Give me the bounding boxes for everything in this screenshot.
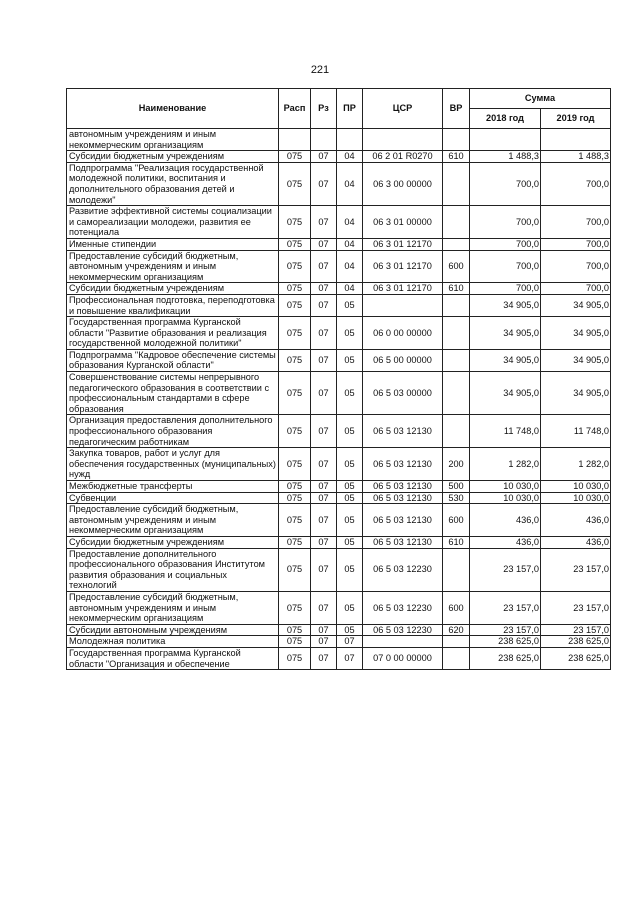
row-rasp: 075 bbox=[279, 162, 311, 205]
row-name: Субвенции bbox=[67, 492, 279, 504]
row-vr bbox=[443, 636, 470, 648]
row-csr: 06 3 01 12170 bbox=[363, 238, 443, 250]
row-csr: 06 5 03 12230 bbox=[363, 548, 443, 591]
row-csr: 06 5 03 00000 bbox=[363, 372, 443, 415]
row-amount-2019: 700,0 bbox=[541, 250, 611, 283]
page-number: 221 bbox=[310, 64, 330, 76]
row-rasp: 075 bbox=[279, 448, 311, 481]
row-amount-2018: 34 905,0 bbox=[470, 294, 541, 316]
header-rasp: Расп bbox=[279, 89, 311, 129]
header-sum: Сумма bbox=[470, 89, 611, 109]
row-amount-2018: 700,0 bbox=[470, 162, 541, 205]
row-amount-2018 bbox=[470, 129, 541, 151]
row-rasp: 075 bbox=[279, 317, 311, 350]
row-amount-2018: 11 748,0 bbox=[470, 415, 541, 448]
row-amount-2019: 23 157,0 bbox=[541, 548, 611, 591]
table-row bbox=[67, 548, 611, 591]
row-rasp: 075 bbox=[279, 536, 311, 548]
row-rasp: 075 bbox=[279, 206, 311, 239]
table-body bbox=[67, 129, 611, 670]
row-csr bbox=[363, 129, 443, 151]
table-row bbox=[67, 162, 611, 205]
row-pr: 05 bbox=[337, 492, 363, 504]
row-amount-2019: 23 157,0 bbox=[541, 624, 611, 636]
row-csr: 06 5 03 12130 bbox=[363, 415, 443, 448]
row-amount-2019: 1 282,0 bbox=[541, 448, 611, 481]
row-rasp: 075 bbox=[279, 372, 311, 415]
table-row bbox=[67, 504, 611, 537]
table-row bbox=[67, 536, 611, 548]
row-vr bbox=[443, 372, 470, 415]
row-csr: 06 5 03 12130 bbox=[363, 536, 443, 548]
header-name: Наименование bbox=[67, 89, 279, 129]
row-pr: 05 bbox=[337, 317, 363, 350]
row-name: Субсидии автономным учреждениям bbox=[67, 624, 279, 636]
row-vr bbox=[443, 548, 470, 591]
row-rz bbox=[311, 129, 337, 151]
row-rz: 07 bbox=[311, 591, 337, 624]
row-vr: 610 bbox=[443, 151, 470, 163]
row-rasp: 075 bbox=[279, 349, 311, 371]
row-name: Субсидии бюджетным учреждениям bbox=[67, 151, 279, 163]
row-pr: 05 bbox=[337, 415, 363, 448]
row-vr bbox=[443, 162, 470, 205]
row-amount-2018: 23 157,0 bbox=[470, 624, 541, 636]
table-row bbox=[67, 349, 611, 371]
row-rasp: 075 bbox=[279, 624, 311, 636]
row-rasp: 075 bbox=[279, 636, 311, 648]
row-amount-2019: 436,0 bbox=[541, 536, 611, 548]
row-vr: 530 bbox=[443, 492, 470, 504]
row-rasp: 075 bbox=[279, 492, 311, 504]
row-vr: 600 bbox=[443, 591, 470, 624]
row-vr: 600 bbox=[443, 504, 470, 537]
table-row bbox=[67, 317, 611, 350]
row-pr: 04 bbox=[337, 151, 363, 163]
header-rz: Рз bbox=[311, 89, 337, 129]
row-csr: 06 5 03 12130 bbox=[363, 481, 443, 493]
row-name: Подпрограмма "Реализация государственной молодежной политики, воспитания и дополнительного образования детей и молодежи" bbox=[67, 162, 279, 205]
row-amount-2019: 34 905,0 bbox=[541, 372, 611, 415]
row-name: Предоставление субсидий бюджетным, автономным учреждениям и иным некоммерческим организациям bbox=[67, 504, 279, 537]
row-amount-2018: 436,0 bbox=[470, 504, 541, 537]
row-csr bbox=[363, 636, 443, 648]
row-vr: 200 bbox=[443, 448, 470, 481]
row-vr bbox=[443, 647, 470, 669]
row-rz: 07 bbox=[311, 283, 337, 295]
row-name: Организация предоставления дополнительного профессионального образования педагогическим работникам bbox=[67, 415, 279, 448]
row-pr: 05 bbox=[337, 548, 363, 591]
row-name: Молодежная политика bbox=[67, 636, 279, 648]
row-amount-2019: 10 030,0 bbox=[541, 492, 611, 504]
row-rz: 07 bbox=[311, 151, 337, 163]
table-row bbox=[67, 238, 611, 250]
row-rz: 07 bbox=[311, 349, 337, 371]
row-rasp: 075 bbox=[279, 415, 311, 448]
row-csr: 06 5 03 12130 bbox=[363, 504, 443, 537]
table-row bbox=[67, 591, 611, 624]
table-row bbox=[67, 206, 611, 239]
table-header bbox=[67, 89, 611, 129]
row-vr bbox=[443, 294, 470, 316]
row-csr: 06 3 00 00000 bbox=[363, 162, 443, 205]
row-pr bbox=[337, 129, 363, 151]
row-amount-2019: 238 625,0 bbox=[541, 636, 611, 648]
row-amount-2018: 436,0 bbox=[470, 536, 541, 548]
header-vr: ВР bbox=[443, 89, 470, 129]
row-vr: 620 bbox=[443, 624, 470, 636]
row-rasp: 075 bbox=[279, 591, 311, 624]
row-rasp bbox=[279, 129, 311, 151]
header-csr: ЦСР bbox=[363, 89, 443, 129]
table-row bbox=[67, 448, 611, 481]
row-amount-2019: 34 905,0 bbox=[541, 349, 611, 371]
table-row bbox=[67, 372, 611, 415]
row-pr: 05 bbox=[337, 536, 363, 548]
row-amount-2018: 238 625,0 bbox=[470, 647, 541, 669]
row-vr bbox=[443, 129, 470, 151]
row-pr: 04 bbox=[337, 206, 363, 239]
row-csr bbox=[363, 294, 443, 316]
row-pr: 07 bbox=[337, 636, 363, 648]
row-rz: 07 bbox=[311, 536, 337, 548]
table-row bbox=[67, 492, 611, 504]
row-pr: 05 bbox=[337, 372, 363, 415]
row-csr: 06 3 01 00000 bbox=[363, 206, 443, 239]
row-csr: 06 5 03 12130 bbox=[363, 448, 443, 481]
row-name: Совершенствование системы непрерывного педагогического образования в соответствии с профессиональным стандартами в сфере образования bbox=[67, 372, 279, 415]
row-amount-2019: 10 030,0 bbox=[541, 481, 611, 493]
row-csr: 06 5 03 12230 bbox=[363, 591, 443, 624]
row-rz: 07 bbox=[311, 415, 337, 448]
table-row bbox=[67, 129, 611, 151]
row-rz: 07 bbox=[311, 481, 337, 493]
row-rasp: 075 bbox=[279, 151, 311, 163]
row-rz: 07 bbox=[311, 317, 337, 350]
row-vr bbox=[443, 415, 470, 448]
table-row bbox=[67, 294, 611, 316]
row-pr: 04 bbox=[337, 238, 363, 250]
row-amount-2018: 1 488,3 bbox=[470, 151, 541, 163]
row-amount-2019: 1 488,3 bbox=[541, 151, 611, 163]
row-rasp: 075 bbox=[279, 548, 311, 591]
row-rz: 07 bbox=[311, 624, 337, 636]
row-rz: 07 bbox=[311, 372, 337, 415]
table-row bbox=[67, 481, 611, 493]
table-row bbox=[67, 283, 611, 295]
row-name: Межбюджетные трансферты bbox=[67, 481, 279, 493]
row-name: автономным учреждениям и иным некоммерческим организациям bbox=[67, 129, 279, 151]
row-rasp: 075 bbox=[279, 283, 311, 295]
row-csr: 06 5 00 00000 bbox=[363, 349, 443, 371]
row-pr: 05 bbox=[337, 624, 363, 636]
row-pr: 05 bbox=[337, 294, 363, 316]
row-name: Профессиональная подготовка, переподготовка и повышение квалификации bbox=[67, 294, 279, 316]
row-pr: 05 bbox=[337, 448, 363, 481]
row-name: Подпрограмма "Кадровое обеспечение системы образования Курганской области" bbox=[67, 349, 279, 371]
row-amount-2019: 700,0 bbox=[541, 206, 611, 239]
row-amount-2018: 1 282,0 bbox=[470, 448, 541, 481]
row-amount-2018: 34 905,0 bbox=[470, 372, 541, 415]
table-row bbox=[67, 250, 611, 283]
row-rz: 07 bbox=[311, 448, 337, 481]
row-rasp: 075 bbox=[279, 294, 311, 316]
row-amount-2018: 238 625,0 bbox=[470, 636, 541, 648]
row-rz: 07 bbox=[311, 294, 337, 316]
row-name: Закупка товаров, работ и услуг для обеспечения государственных (муниципальных) нужд bbox=[67, 448, 279, 481]
row-pr: 04 bbox=[337, 162, 363, 205]
row-rz: 07 bbox=[311, 492, 337, 504]
row-rz: 07 bbox=[311, 250, 337, 283]
row-name: Субсидии бюджетным учреждениям bbox=[67, 536, 279, 548]
row-amount-2019: 700,0 bbox=[541, 162, 611, 205]
header-2019: 2019 год bbox=[541, 109, 611, 129]
row-amount-2019: 700,0 bbox=[541, 238, 611, 250]
row-csr: 06 2 01 R0270 bbox=[363, 151, 443, 163]
row-rasp: 075 bbox=[279, 238, 311, 250]
row-vr bbox=[443, 349, 470, 371]
row-amount-2018: 700,0 bbox=[470, 238, 541, 250]
row-name: Предоставление дополнительного профессионального образования Институтом развития образования и социальных технологий bbox=[67, 548, 279, 591]
row-csr: 06 3 01 12170 bbox=[363, 283, 443, 295]
row-name: Субсидии бюджетным учреждениям bbox=[67, 283, 279, 295]
row-rasp: 075 bbox=[279, 481, 311, 493]
row-name: Государственная программа Курганской области "Организация и обеспечение bbox=[67, 647, 279, 669]
row-rz: 07 bbox=[311, 162, 337, 205]
row-vr bbox=[443, 238, 470, 250]
row-csr: 06 0 00 00000 bbox=[363, 317, 443, 350]
table-row bbox=[67, 647, 611, 669]
row-vr: 500 bbox=[443, 481, 470, 493]
row-amount-2019: 238 625,0 bbox=[541, 647, 611, 669]
row-vr: 610 bbox=[443, 283, 470, 295]
row-vr: 610 bbox=[443, 536, 470, 548]
row-rasp: 075 bbox=[279, 504, 311, 537]
row-rasp: 075 bbox=[279, 647, 311, 669]
row-amount-2018: 23 157,0 bbox=[470, 591, 541, 624]
table-row bbox=[67, 624, 611, 636]
row-pr: 07 bbox=[337, 647, 363, 669]
table-row bbox=[67, 415, 611, 448]
row-csr: 07 0 00 00000 bbox=[363, 647, 443, 669]
row-csr: 06 3 01 12170 bbox=[363, 250, 443, 283]
row-pr: 05 bbox=[337, 504, 363, 537]
row-name: Именные стипендии bbox=[67, 238, 279, 250]
row-rz: 07 bbox=[311, 206, 337, 239]
row-name: Государственная программа Курганской области "Развитие образования и реализация государственной молодежной политики" bbox=[67, 317, 279, 350]
row-amount-2018: 10 030,0 bbox=[470, 481, 541, 493]
row-amount-2019: 436,0 bbox=[541, 504, 611, 537]
row-pr: 04 bbox=[337, 250, 363, 283]
row-pr: 05 bbox=[337, 481, 363, 493]
row-amount-2018: 23 157,0 bbox=[470, 548, 541, 591]
row-amount-2018: 34 905,0 bbox=[470, 317, 541, 350]
row-amount-2018: 700,0 bbox=[470, 206, 541, 239]
row-amount-2018: 34 905,0 bbox=[470, 349, 541, 371]
row-vr bbox=[443, 317, 470, 350]
table-row bbox=[67, 636, 611, 648]
row-rasp: 075 bbox=[279, 250, 311, 283]
row-amount-2018: 700,0 bbox=[470, 283, 541, 295]
row-name: Предоставление субсидий бюджетным, автономным учреждениям и иным некоммерческим организациям bbox=[67, 250, 279, 283]
row-pr: 04 bbox=[337, 283, 363, 295]
row-amount-2019: 34 905,0 bbox=[541, 294, 611, 316]
row-name: Предоставление субсидий бюджетным, автономным учреждениям и иным некоммерческим организациям bbox=[67, 591, 279, 624]
row-rz: 07 bbox=[311, 238, 337, 250]
row-amount-2019: 700,0 bbox=[541, 283, 611, 295]
row-amount-2019 bbox=[541, 129, 611, 151]
header-pr: ПР bbox=[337, 89, 363, 129]
row-rz: 07 bbox=[311, 636, 337, 648]
row-amount-2019: 11 748,0 bbox=[541, 415, 611, 448]
row-amount-2019: 23 157,0 bbox=[541, 591, 611, 624]
row-amount-2018: 700,0 bbox=[470, 250, 541, 283]
row-pr: 05 bbox=[337, 591, 363, 624]
row-pr: 05 bbox=[337, 349, 363, 371]
row-csr: 06 5 03 12130 bbox=[363, 492, 443, 504]
row-amount-2019: 34 905,0 bbox=[541, 317, 611, 350]
budget-table bbox=[66, 88, 611, 670]
row-rz: 07 bbox=[311, 647, 337, 669]
row-rz: 07 bbox=[311, 504, 337, 537]
row-csr: 06 5 03 12230 bbox=[363, 624, 443, 636]
row-rz: 07 bbox=[311, 548, 337, 591]
row-vr: 600 bbox=[443, 250, 470, 283]
row-vr bbox=[443, 206, 470, 239]
row-name: Развитие эффективной системы социализации и самореализации молодежи, развития ее потенциала bbox=[67, 206, 279, 239]
header-2018: 2018 год bbox=[470, 109, 541, 129]
row-amount-2018: 10 030,0 bbox=[470, 492, 541, 504]
table-row bbox=[67, 151, 611, 163]
